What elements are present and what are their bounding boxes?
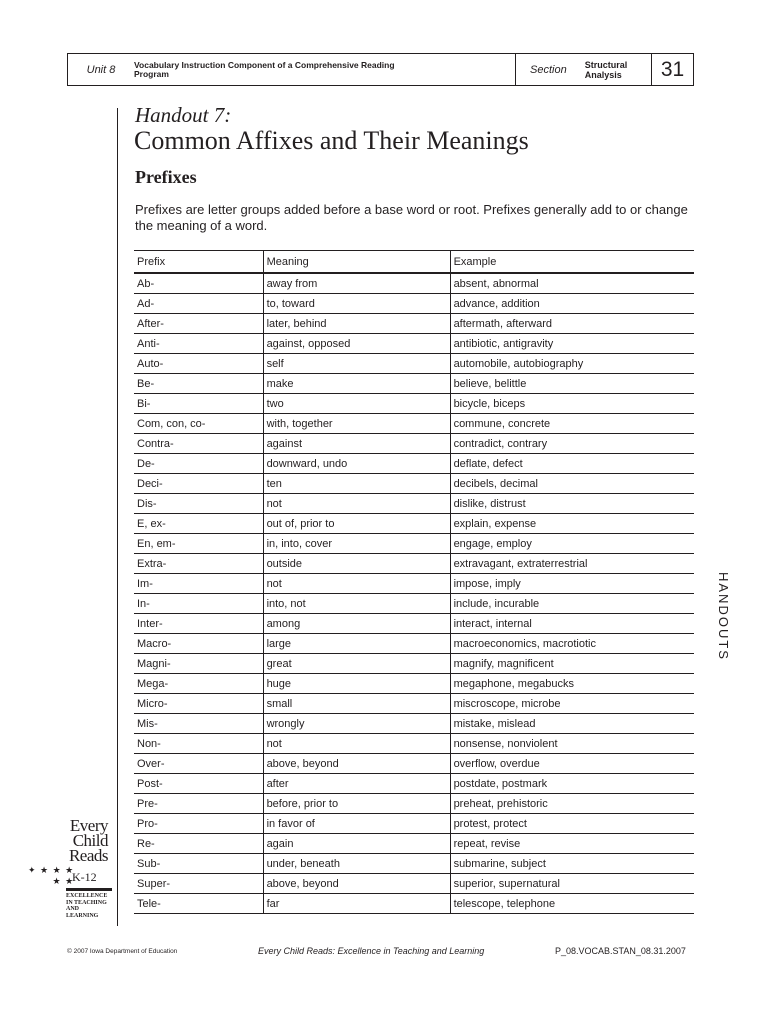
prefix-cell: Contra- <box>134 434 263 454</box>
every-child-reads-logo <box>22 814 118 926</box>
meaning-cell: small <box>263 694 450 714</box>
example-cell: deflate, defect <box>450 454 694 474</box>
section-label: Section <box>530 63 567 76</box>
meaning-cell: above, beyond <box>263 754 450 774</box>
meaning-cell: self <box>263 354 450 374</box>
example-cell: submarine, subject <box>450 854 694 874</box>
logo-line-every: Every <box>69 816 108 835</box>
meaning-cell: not <box>263 734 450 754</box>
meaning-cell: later, behind <box>263 314 450 334</box>
book-icon <box>66 888 112 891</box>
page-number: 31 <box>651 54 693 85</box>
prefix-cell: Inter- <box>134 614 263 634</box>
meaning-cell: not <box>263 494 450 514</box>
prefix-cell: Over- <box>134 754 263 774</box>
prefix-cell: Tele- <box>134 894 263 914</box>
meaning-cell: above, beyond <box>263 874 450 894</box>
example-cell: contradict, contrary <box>450 434 694 454</box>
example-cell: superior, supernatural <box>450 874 694 894</box>
meaning-cell: large <box>263 634 450 654</box>
example-cell: preheat, prehistoric <box>450 794 694 814</box>
meaning-cell: not <box>263 574 450 594</box>
example-cell: telescope, telephone <box>450 894 694 914</box>
table-row <box>134 594 694 614</box>
example-cell: overflow, overdue <box>450 754 694 774</box>
prefix-cell: Be- <box>134 374 263 394</box>
example-cell: advance, addition <box>450 294 694 314</box>
meaning-cell: among <box>263 614 450 634</box>
meaning-cell: away from <box>263 273 450 294</box>
example-cell: mistake, mislead <box>450 714 694 734</box>
section-value: Structural Analysis <box>584 59 628 80</box>
prefix-cell: Ad- <box>134 294 263 314</box>
meaning-cell: out of, prior to <box>263 514 450 534</box>
meaning-cell: again <box>263 834 450 854</box>
table-row <box>134 314 694 334</box>
example-cell: nonsense, nonviolent <box>450 734 694 754</box>
prefix-cell: Non- <box>134 734 263 754</box>
example-cell: miscroscope, microbe <box>450 694 694 714</box>
prefix-cell: Com, con, co- <box>134 414 263 434</box>
prefix-cell: Post- <box>134 774 263 794</box>
table-row <box>134 414 694 434</box>
section-cell <box>515 54 651 85</box>
prefix-cell: In- <box>134 594 263 614</box>
table-row <box>134 394 694 414</box>
table-row <box>134 354 694 374</box>
table-row <box>134 894 694 914</box>
meaning-cell: to, toward <box>263 294 450 314</box>
meaning-cell: against <box>263 434 450 454</box>
table-row <box>134 654 694 674</box>
table-row <box>134 494 694 514</box>
prefix-cell: Anti- <box>134 334 263 354</box>
table-row <box>134 674 694 694</box>
footer-title: Every Child Reads: Excellence in Teaching and Learning <box>258 946 485 956</box>
meaning-cell: ten <box>263 474 450 494</box>
example-cell: aftermath, afterward <box>450 314 694 334</box>
unit-label: Unit 8 <box>86 63 116 76</box>
prefix-cell: Mis- <box>134 714 263 734</box>
prefix-cell: Super- <box>134 874 263 894</box>
example-cell: repeat, revise <box>450 834 694 854</box>
meaning-cell: under, beneath <box>263 854 450 874</box>
prefix-cell: After- <box>134 314 263 334</box>
prefix-cell: Ab- <box>134 273 263 294</box>
margin-rule <box>117 108 118 926</box>
logo-grade: K-12 <box>72 870 97 884</box>
table-row <box>134 374 694 394</box>
prefix-table <box>134 250 694 914</box>
stars-icon: ✦ ★ ★ ★ ★ ★ <box>28 865 75 886</box>
prefix-cell: Re- <box>134 834 263 854</box>
meaning-cell: into, not <box>263 594 450 614</box>
section-heading: Prefixes <box>135 167 197 187</box>
table-row <box>134 294 694 314</box>
example-cell: antibiotic, antigravity <box>450 334 694 354</box>
prefix-cell: Magni- <box>134 654 263 674</box>
table-row <box>134 334 694 354</box>
table-row <box>134 273 694 294</box>
meaning-cell: huge <box>263 674 450 694</box>
table-row <box>134 614 694 634</box>
prefix-cell: Mega- <box>134 674 263 694</box>
table-row <box>134 754 694 774</box>
prefix-cell: Pro- <box>134 814 263 834</box>
example-cell: postdate, postmark <box>450 774 694 794</box>
example-cell: impose, imply <box>450 574 694 594</box>
meaning-cell: two <box>263 394 450 414</box>
table-row <box>134 694 694 714</box>
logo-line-child: Child <box>72 831 108 850</box>
example-cell: extravagant, extraterrestrial <box>450 554 694 574</box>
meaning-cell: far <box>263 894 450 914</box>
footer-copyright: © 2007 Iowa Department of Education <box>67 948 178 955</box>
meaning-cell: make <box>263 374 450 394</box>
table-header-row <box>134 251 694 274</box>
meaning-cell: against, opposed <box>263 334 450 354</box>
example-cell: interact, internal <box>450 614 694 634</box>
table-row <box>134 474 694 494</box>
meaning-cell: after <box>263 774 450 794</box>
handouts-side-tab: HANDOUTS <box>716 572 731 661</box>
prefix-cell: En, em- <box>134 534 263 554</box>
header-title-text: Vocabulary Instruction Component of a Comprehensive Reading Program <box>134 59 395 79</box>
prefix-cell: Auto- <box>134 354 263 374</box>
footer-code: P_08.VOCAB.STAN_08.31.2007 <box>555 946 686 956</box>
example-cell: decibels, decimal <box>450 474 694 494</box>
table-row <box>134 834 694 854</box>
prefix-cell: Micro- <box>134 694 263 714</box>
table-row <box>134 854 694 874</box>
example-cell: megaphone, megabucks <box>450 674 694 694</box>
example-cell: engage, employ <box>450 534 694 554</box>
example-cell: believe, belittle <box>450 374 694 394</box>
example-cell: dislike, distrust <box>450 494 694 514</box>
table-row <box>134 814 694 834</box>
meaning-cell: downward, undo <box>263 454 450 474</box>
logo-tagline <box>66 893 112 919</box>
table-row <box>134 734 694 754</box>
page-header <box>67 53 694 86</box>
prefix-cell: E, ex- <box>134 514 263 534</box>
meaning-cell: before, prior to <box>263 794 450 814</box>
example-cell: magnify, magnificent <box>450 654 694 674</box>
example-cell: include, incurable <box>450 594 694 614</box>
prefix-cell: Im- <box>134 574 263 594</box>
prefix-cell: Deci- <box>134 474 263 494</box>
table-row <box>134 534 694 554</box>
prefix-cell: De- <box>134 454 263 474</box>
column-header-example: Example <box>450 251 694 274</box>
table-row <box>134 794 694 814</box>
page-title: Common Affixes and Their Meanings <box>134 126 529 155</box>
example-cell: commune, concrete <box>450 414 694 434</box>
meaning-cell: in favor of <box>263 814 450 834</box>
table-row <box>134 714 694 734</box>
prefix-cell: Extra- <box>134 554 263 574</box>
meaning-cell: wrongly <box>263 714 450 734</box>
example-cell: macroeconomics, macrotiotic <box>450 634 694 654</box>
example-cell: automobile, autobiography <box>450 354 694 374</box>
table-row <box>134 434 694 454</box>
example-cell: absent, abnormal <box>450 273 694 294</box>
column-header-prefix: Prefix <box>134 251 263 274</box>
logo-line-reads: Reads <box>68 846 108 865</box>
example-cell: explain, expense <box>450 514 694 534</box>
prefix-cell: Sub- <box>134 854 263 874</box>
meaning-cell: outside <box>263 554 450 574</box>
intro-paragraph: Prefixes are letter groups added before a base word or root. Prefixes generally add to or change the meaning of a word. <box>135 202 688 233</box>
table-row <box>134 774 694 794</box>
meaning-cell: great <box>263 654 450 674</box>
example-cell: bicycle, biceps <box>450 394 694 414</box>
table-row <box>134 514 694 534</box>
column-header-meaning: Meaning <box>263 251 450 274</box>
table-row <box>134 874 694 894</box>
meaning-cell: with, together <box>263 414 450 434</box>
prefix-cell: Bi- <box>134 394 263 414</box>
handout-label: Handout 7: <box>135 103 232 127</box>
prefix-cell: Macro- <box>134 634 263 654</box>
example-cell: protest, protect <box>450 814 694 834</box>
table-row <box>134 574 694 594</box>
table-row <box>134 554 694 574</box>
prefix-cell: Dis- <box>134 494 263 514</box>
meaning-cell: in, into, cover <box>263 534 450 554</box>
table-row <box>134 634 694 654</box>
header-title <box>134 54 515 85</box>
prefix-cell: Pre- <box>134 794 263 814</box>
table-row <box>134 454 694 474</box>
logo-tagline-text: EXCELLENCE IN TEACHING AND LEARNING <box>66 893 108 919</box>
